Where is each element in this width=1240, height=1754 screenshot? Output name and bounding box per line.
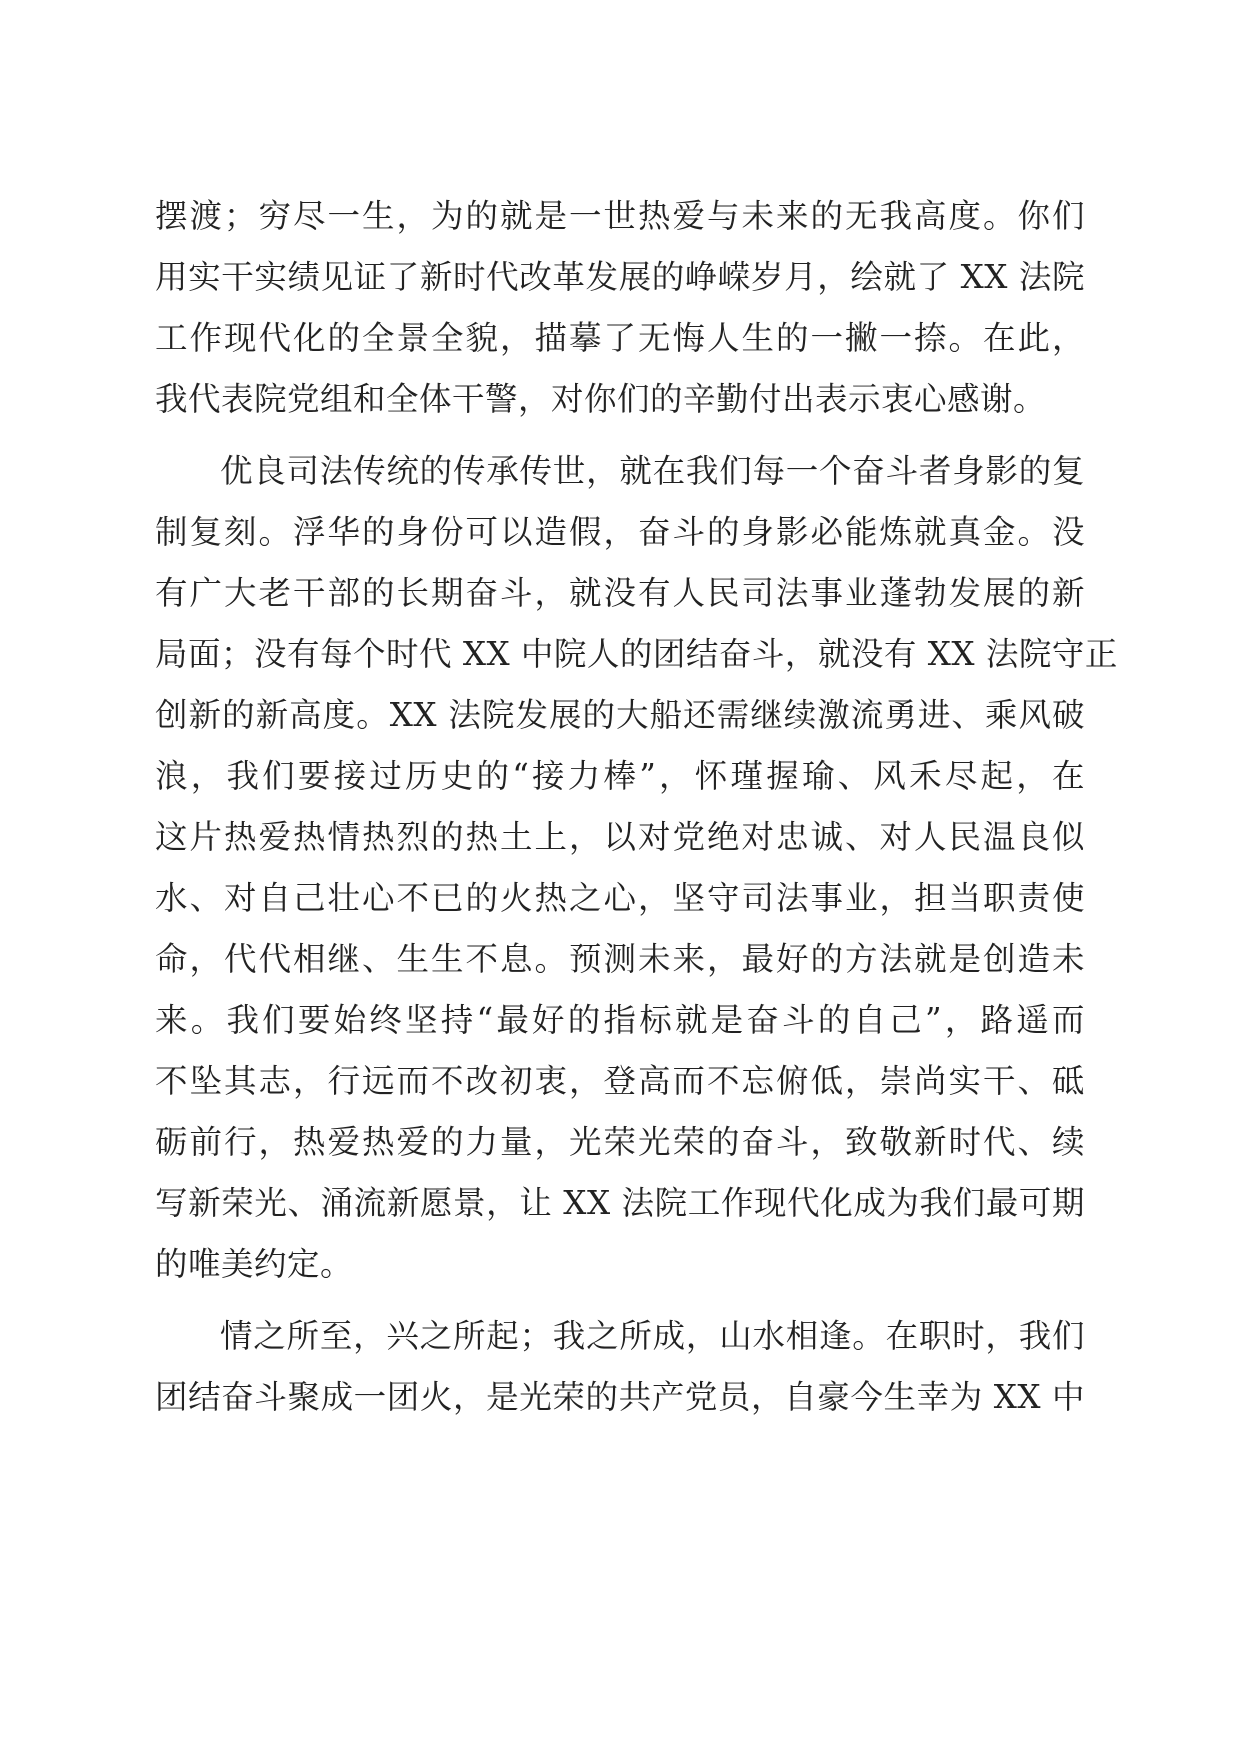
text-line: 制复刻。浮华的身份可以造假，奋斗的身影必能炼就真金。没: [155, 513, 1085, 551]
text-line: 浪，我们要接过历史的“接力棒”，怀瑾握瑜、风禾尽起，在: [155, 757, 1085, 795]
text-line: 不坠其志，行远而不改初衷，登高而不忘俯低，崇尚实干、砥: [155, 1062, 1085, 1100]
document-body: [155, 186, 1118, 1428]
text-line: 水、对自己壮心不已的火热之心，坚守司法事业，担当职责使: [155, 879, 1085, 917]
text-line: 局面；没有每个时代 XX 中院人的团结奋斗，就没有 XX 法院守正: [155, 635, 1118, 673]
text-line: 我代表院党组和全体干警，对你们的辛勤付出表示衷心感谢。: [155, 380, 1047, 418]
text-line: 写新荣光、涌流新愿景，让 XX 法院工作现代化成为我们最可期: [155, 1184, 1085, 1222]
text-line: 来。我们要始终坚持“最好的指标就是奋斗的自己”，路遥而: [155, 1001, 1085, 1039]
text-line: 创新的新高度。XX 法院发展的大船还需继续激流勇进、乘风破: [155, 696, 1085, 734]
text-line: 优良司法传统的传承传世，就在我们每一个奋斗者身影的复: [220, 452, 1085, 490]
text-line: 砺前行，热爱热爱的力量，光荣光荣的奋斗，致敬新时代、续: [155, 1123, 1085, 1161]
text-line: 摆渡；穷尽一生，为的就是一世热爱与未来的无我高度。你们: [155, 197, 1085, 235]
text-line: 工作现代化的全景全貌，描摹了无悔人生的一撇一捺。在此，: [155, 319, 1085, 357]
text-line: 用实干实绩见证了新时代改革发展的峥嵘岁月，绘就了 XX 法院: [155, 258, 1085, 296]
paragraph-spacer: [155, 1295, 1085, 1306]
text-line: 有广大老干部的长期奋斗，就没有人民司法事业蓬勃发展的新: [155, 574, 1085, 612]
paragraph-1: [155, 186, 1085, 430]
text-line: 的唯美约定。: [155, 1245, 354, 1283]
text-line: 命，代代相继、生生不息。预测未来，最好的方法就是创造未: [155, 940, 1085, 978]
text-line: 团结奋斗聚成一团火，是光荣的共产党员，自豪今生幸为 XX 中: [155, 1378, 1085, 1416]
paragraph-3: [155, 1306, 1085, 1428]
text-line: 这片热爱热情热烈的热土上，以对党绝对忠诚、对人民温良似: [155, 818, 1085, 856]
text-line: 情之所至，兴之所起；我之所成，山水相逢。在职时，我们: [220, 1317, 1085, 1355]
paragraph-spacer: [155, 430, 1085, 441]
paragraph-2: [155, 441, 1118, 1295]
